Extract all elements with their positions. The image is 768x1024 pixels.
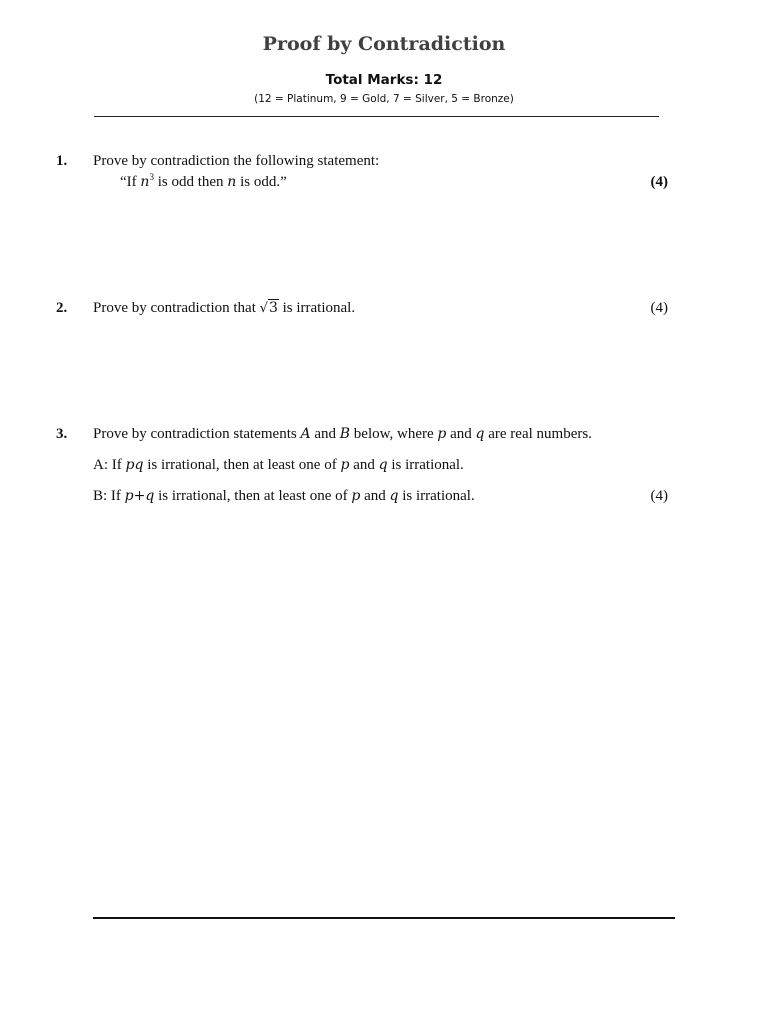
footer-divider [93, 917, 675, 919]
statement-text: Prove by contradiction that [93, 300, 260, 316]
question-marks: (4) [650, 488, 668, 504]
question-text [93, 426, 592, 443]
math-variable: p [351, 488, 361, 504]
statement-text: are real numbers. [484, 426, 592, 442]
statement-text: and [310, 426, 340, 442]
math-expression: pq [125, 457, 144, 473]
statement-text: and [360, 488, 390, 504]
math-variable: q [389, 488, 399, 504]
math-expression: p+q [124, 488, 155, 504]
math-variable: A [300, 426, 311, 442]
statement-text: is irrational, then at least one of [154, 488, 352, 504]
question-statement [120, 174, 287, 191]
question-number: 1. [56, 153, 68, 169]
statement-text: is irrational. [387, 457, 464, 473]
math-variable: n [140, 174, 150, 190]
statement-text: and [446, 426, 476, 442]
statement-text: is irrational, then at least one of [143, 457, 341, 473]
worksheet-title: Proof by Contradiction [262, 33, 506, 55]
math-variable: p [340, 457, 350, 473]
grade-boundaries: (12 = Platinum, 9 = Gold, 7 = Silver, 5 = Bronze) [254, 93, 514, 105]
statement-text: is irrational. [278, 300, 356, 316]
question-number: 3. [56, 426, 68, 442]
radical-sign: √ [259, 301, 268, 316]
question-marks: (4) [650, 300, 668, 316]
math-variable: p [437, 426, 447, 442]
statement-text: is odd.” [236, 174, 287, 190]
total-marks: Total Marks: 12 [325, 72, 443, 88]
statement-label: B: If [93, 488, 125, 504]
square-root-expression [260, 300, 279, 316]
statement-a [93, 457, 464, 474]
math-variable: q [475, 426, 485, 442]
math-exponent: 3 [149, 172, 154, 182]
radicand: 3 [268, 300, 278, 316]
math-variable: n [227, 174, 237, 190]
statement-text: is irrational. [398, 488, 475, 504]
quote-open: “If [120, 174, 141, 190]
header-divider [94, 116, 659, 117]
math-variable: q [378, 457, 388, 473]
statement-text: below, where [350, 426, 438, 442]
question-number: 2. [56, 300, 68, 316]
math-variable: B [339, 426, 351, 442]
question-text: Prove by contradiction the following statement: [93, 153, 380, 169]
statement-text: is odd then [153, 174, 228, 190]
statement-text: and [349, 457, 379, 473]
statement-b [93, 488, 475, 505]
statement-label: A: If [93, 457, 126, 473]
question-text [93, 300, 355, 317]
statement-text: Prove by contradiction statements [93, 426, 301, 442]
question-marks: (4) [650, 174, 668, 190]
